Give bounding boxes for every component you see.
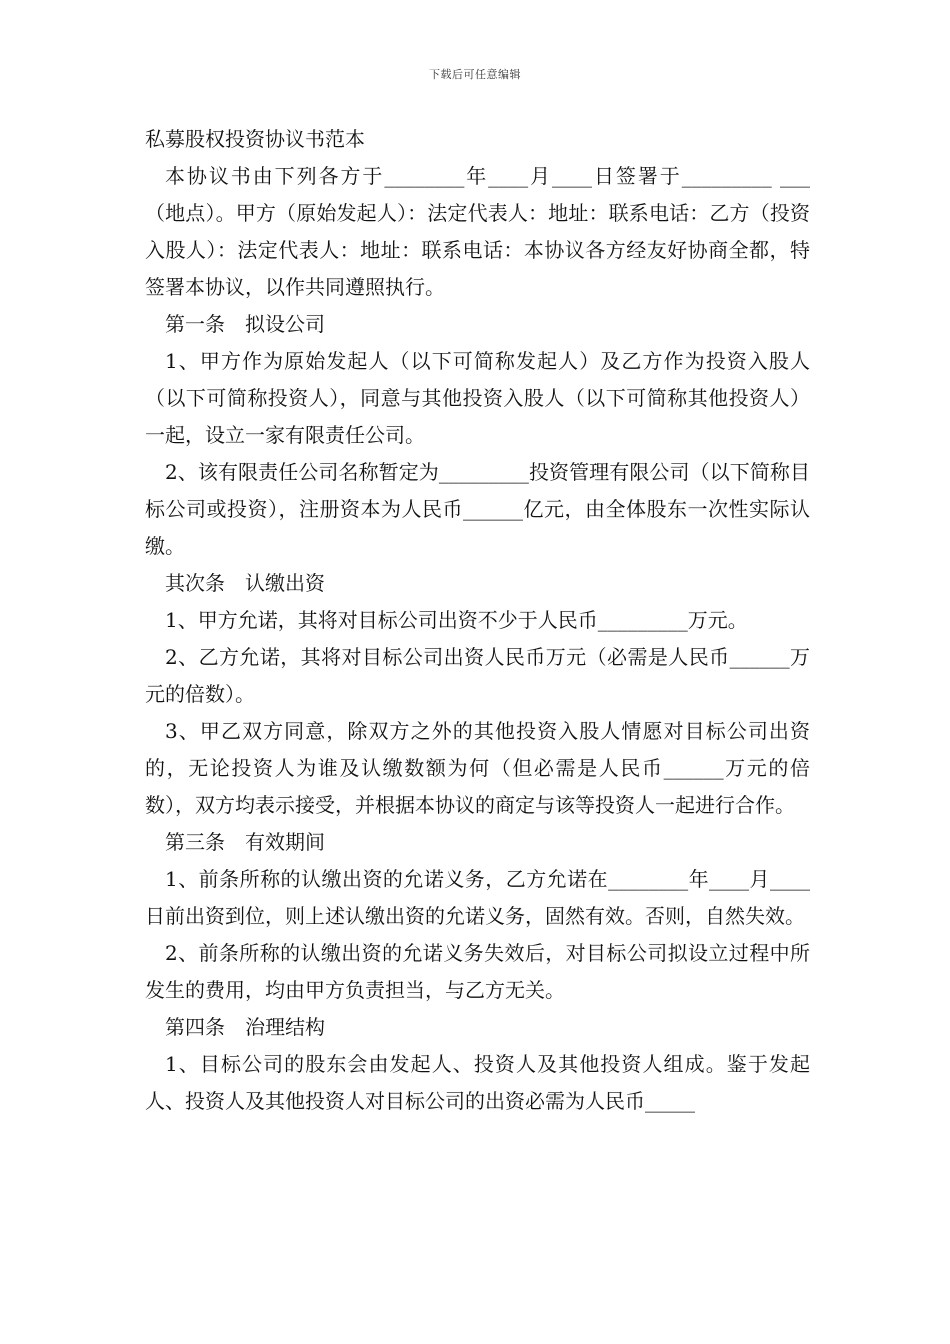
header-note: 下载后可任意编辑 xyxy=(429,68,521,81)
article-1-clause-1: 1、甲方作为原始发起人（以下可简称发起人）及乙方作为投资入股人（以下可简称投资人），同意与其他投资入股人（以下可简称其他投资人）一起，设立一家有限责任公司。 xyxy=(145,349,810,447)
article-4-heading: 第四条 治理结构 xyxy=(165,1015,325,1039)
article-2-clause-1: 1、甲方允诺，其将对目标公司出资不少于人民币_________万元。 xyxy=(165,608,748,632)
document-body xyxy=(145,121,810,1120)
article-3-clause-2: 2、前条所称的认缴出资的允诺义务失效后，对目标公司拟设立过程中所发生的费用，均由甲方负责担当，与乙方无关。 xyxy=(145,941,810,1002)
article-2-heading: 其次条 认缴出资 xyxy=(165,571,325,595)
article-3-clause-1: 1、前条所称的认缴出资的允诺义务，乙方允诺在________年____月____日前出资到位，则上述认缴出资的允诺义务，固然有效。否则，自然失效。 xyxy=(145,867,810,928)
article-2-clause-3: 3、甲乙双方同意，除双方之外的其他投资入股人情愿对目标公司出资的，无论投资人为谁及认缴数额为何（但必需是人民币______万元的倍数），双方均表示接受，并根据本协议的商定与该等投资人一起进行合作。 xyxy=(145,719,810,817)
article-4-clause-1: 1、目标公司的股东会由发起人、投资人及其他投资人组成。鉴于发起人、投资人及其他投资人对目标公司的出资必需为人民币_____ xyxy=(145,1052,810,1113)
document-title: 私募股权投资协议书范本 xyxy=(145,127,365,151)
intro-paragraph: 本协议书由下列各方于________年____月____日签署于_________ ___（地点）。甲方（原始发起人）：法定代表人：地址：联系电话：乙方（投资入股人）：法定代表人：地址：联系电话：本协议各方经友好协商全都，特签署本协议，以作共同遵照执行。 xyxy=(145,164,810,299)
article-1-heading: 第一条 拟设公司 xyxy=(165,312,325,336)
article-1-clause-2: 2、该有限责任公司名称暂定为_________投资管理有限公司（以下简称目标公司或投资），注册资本为人民币______亿元，由全体股东一次性实际认缴。 xyxy=(145,460,810,558)
article-2-clause-2: 2、乙方允诺，其将对目标公司出资人民币万元（必需是人民币______万元的倍数）。 xyxy=(145,645,810,706)
article-3-heading: 第三条 有效期间 xyxy=(165,830,325,854)
